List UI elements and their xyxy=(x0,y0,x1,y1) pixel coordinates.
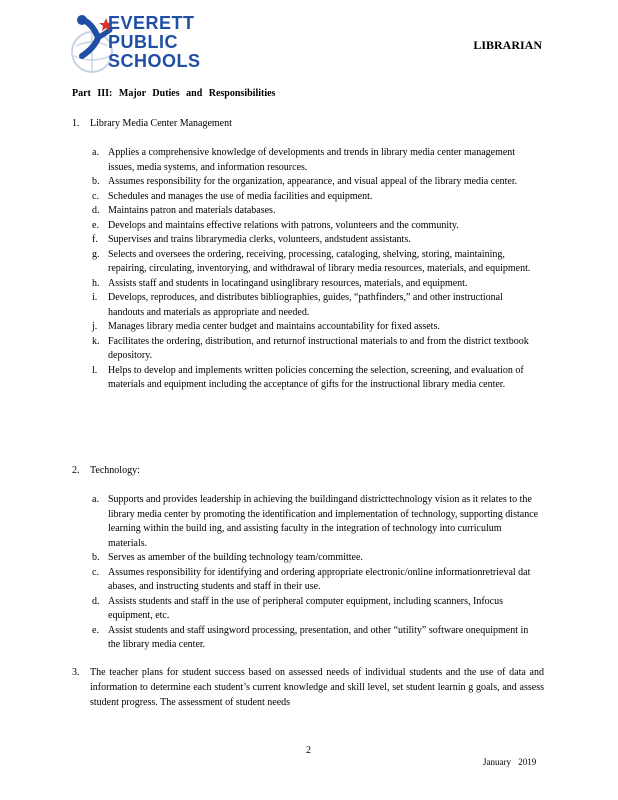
item-letter: d. xyxy=(92,595,100,607)
item-text: Assumes responsibility for identifying and ordering appropriate electronic/online informationretrieval dat abases, and instructing students and staff in their use. xyxy=(108,566,531,592)
logo-wordmark xyxy=(108,14,201,71)
item-text: Develops and maintains effective relations with patrons, volunteers and the community. xyxy=(108,219,459,231)
item-letter: b. xyxy=(92,176,100,187)
list-item xyxy=(92,364,540,393)
item-text: Schedules and manages the use of media facilities and equipment. xyxy=(108,190,373,202)
section-number: 3. xyxy=(72,667,80,678)
item-text: Supports and provides leadership in achieving the buildingand districttechnology vision as it relates to the library media center by promoting the identification and implementation of technology, supporting distance learning within the build ing, and assisting faculty in the integration of technology into curriculum materials. xyxy=(108,494,539,549)
list-item xyxy=(92,233,540,248)
item-text: Assist students and staff usingword processing, presentation, and other “utility” software onequipment in the library media center. xyxy=(108,624,529,650)
list-item xyxy=(92,190,540,205)
section-1-list xyxy=(92,146,540,393)
item-text: Serves as amember of the building technology team/committee. xyxy=(108,552,363,563)
item-letter: a. xyxy=(92,147,99,158)
item-letter: c. xyxy=(92,190,99,202)
list-item xyxy=(92,320,540,335)
list-item xyxy=(92,624,540,653)
section-text: The teacher plans for student success based on assessed needs of individual students and the use of data and information to determine each student’s current knowledge and skill level, set student learnin g goals, and assess student progress. The assessment of student needs xyxy=(90,667,544,708)
list-item xyxy=(92,219,540,234)
section-2-list xyxy=(92,493,540,653)
section-3-paragraph xyxy=(72,665,544,710)
list-item xyxy=(92,204,540,219)
item-text: Selects and oversees the ordering, receiving, processing, cataloging, shelving, storing, maintaining, repairing, circulating, inventorying, and withdrawal of library media resources, materials, and equipment. xyxy=(108,248,531,274)
page-number: 2 xyxy=(306,745,311,756)
item-letter: b. xyxy=(92,552,100,563)
item-letter: j. xyxy=(92,321,98,332)
section-title: Library Media Center Management xyxy=(90,118,232,129)
item-text: Applies a comprehensive knowledge of developments and trends in library media center management issues, media systems, and information resources. xyxy=(108,147,516,173)
list-item xyxy=(92,595,540,624)
item-text: Maintains patron and materials databases. xyxy=(108,205,276,216)
footer-date: January 2019 xyxy=(483,757,537,767)
list-item xyxy=(92,551,540,566)
item-letter: d. xyxy=(92,205,100,216)
item-letter: h. xyxy=(92,277,100,289)
item-text: Assists students and staff in the use of peripheral computer equipment, including scanners, Infocus equipment, etc. xyxy=(108,595,504,621)
list-item xyxy=(92,175,540,190)
item-letter: k. xyxy=(92,335,100,347)
item-text: Develops, reproduces, and distributes bibliographies, guides, “pathfinders,” and other instructional handouts and materials as appropriate and needed. xyxy=(108,292,503,318)
section-title: Technology: xyxy=(90,465,140,476)
part-heading: Part III: Major Duties and Responsibilities xyxy=(72,88,276,99)
list-item xyxy=(92,248,540,277)
item-letter: a. xyxy=(92,494,99,505)
item-letter: i. xyxy=(92,292,98,303)
item-letter: c. xyxy=(92,566,99,578)
section-number: 2. xyxy=(72,465,80,476)
item-text: Manages library media center budget and maintains accountability for fixed assets. xyxy=(108,321,440,332)
item-letter: f. xyxy=(92,234,98,245)
item-letter: e. xyxy=(92,219,99,231)
logo-line: EVERETT xyxy=(108,13,195,33)
item-letter: l. xyxy=(92,364,98,376)
item-letter: g. xyxy=(92,248,100,260)
item-text: Assists staff and students in locatingand usinglibrary resources, materials, and equipment. xyxy=(108,277,468,289)
list-item xyxy=(92,277,540,292)
list-item xyxy=(92,291,540,320)
logo-line: SCHOOLS xyxy=(108,51,201,71)
item-text: Facilitates the ordering, distribution, and returnof instructional materials to and from the district textbook depository. xyxy=(108,335,529,361)
section-number: 1. xyxy=(72,118,80,129)
item-text: Assumes responsibility for the organization, appearance, and visual appeal of the library media center. xyxy=(108,176,518,187)
document-title: LIBRARIAN xyxy=(473,38,542,52)
list-item xyxy=(92,566,540,595)
item-text: Helps to develop and implements written policies concerning the selection, screening, and evaluation of materials and equipment including the acceptance of gifts for the instructional library media center. xyxy=(108,364,524,390)
item-text: Supervises and trains librarymedia clerks, volunteers, andstudent assistants. xyxy=(108,234,411,245)
list-item xyxy=(92,493,540,551)
list-item xyxy=(92,335,540,364)
item-letter: e. xyxy=(92,624,99,636)
logo-line: PUBLIC xyxy=(108,32,178,52)
list-item xyxy=(92,146,540,175)
